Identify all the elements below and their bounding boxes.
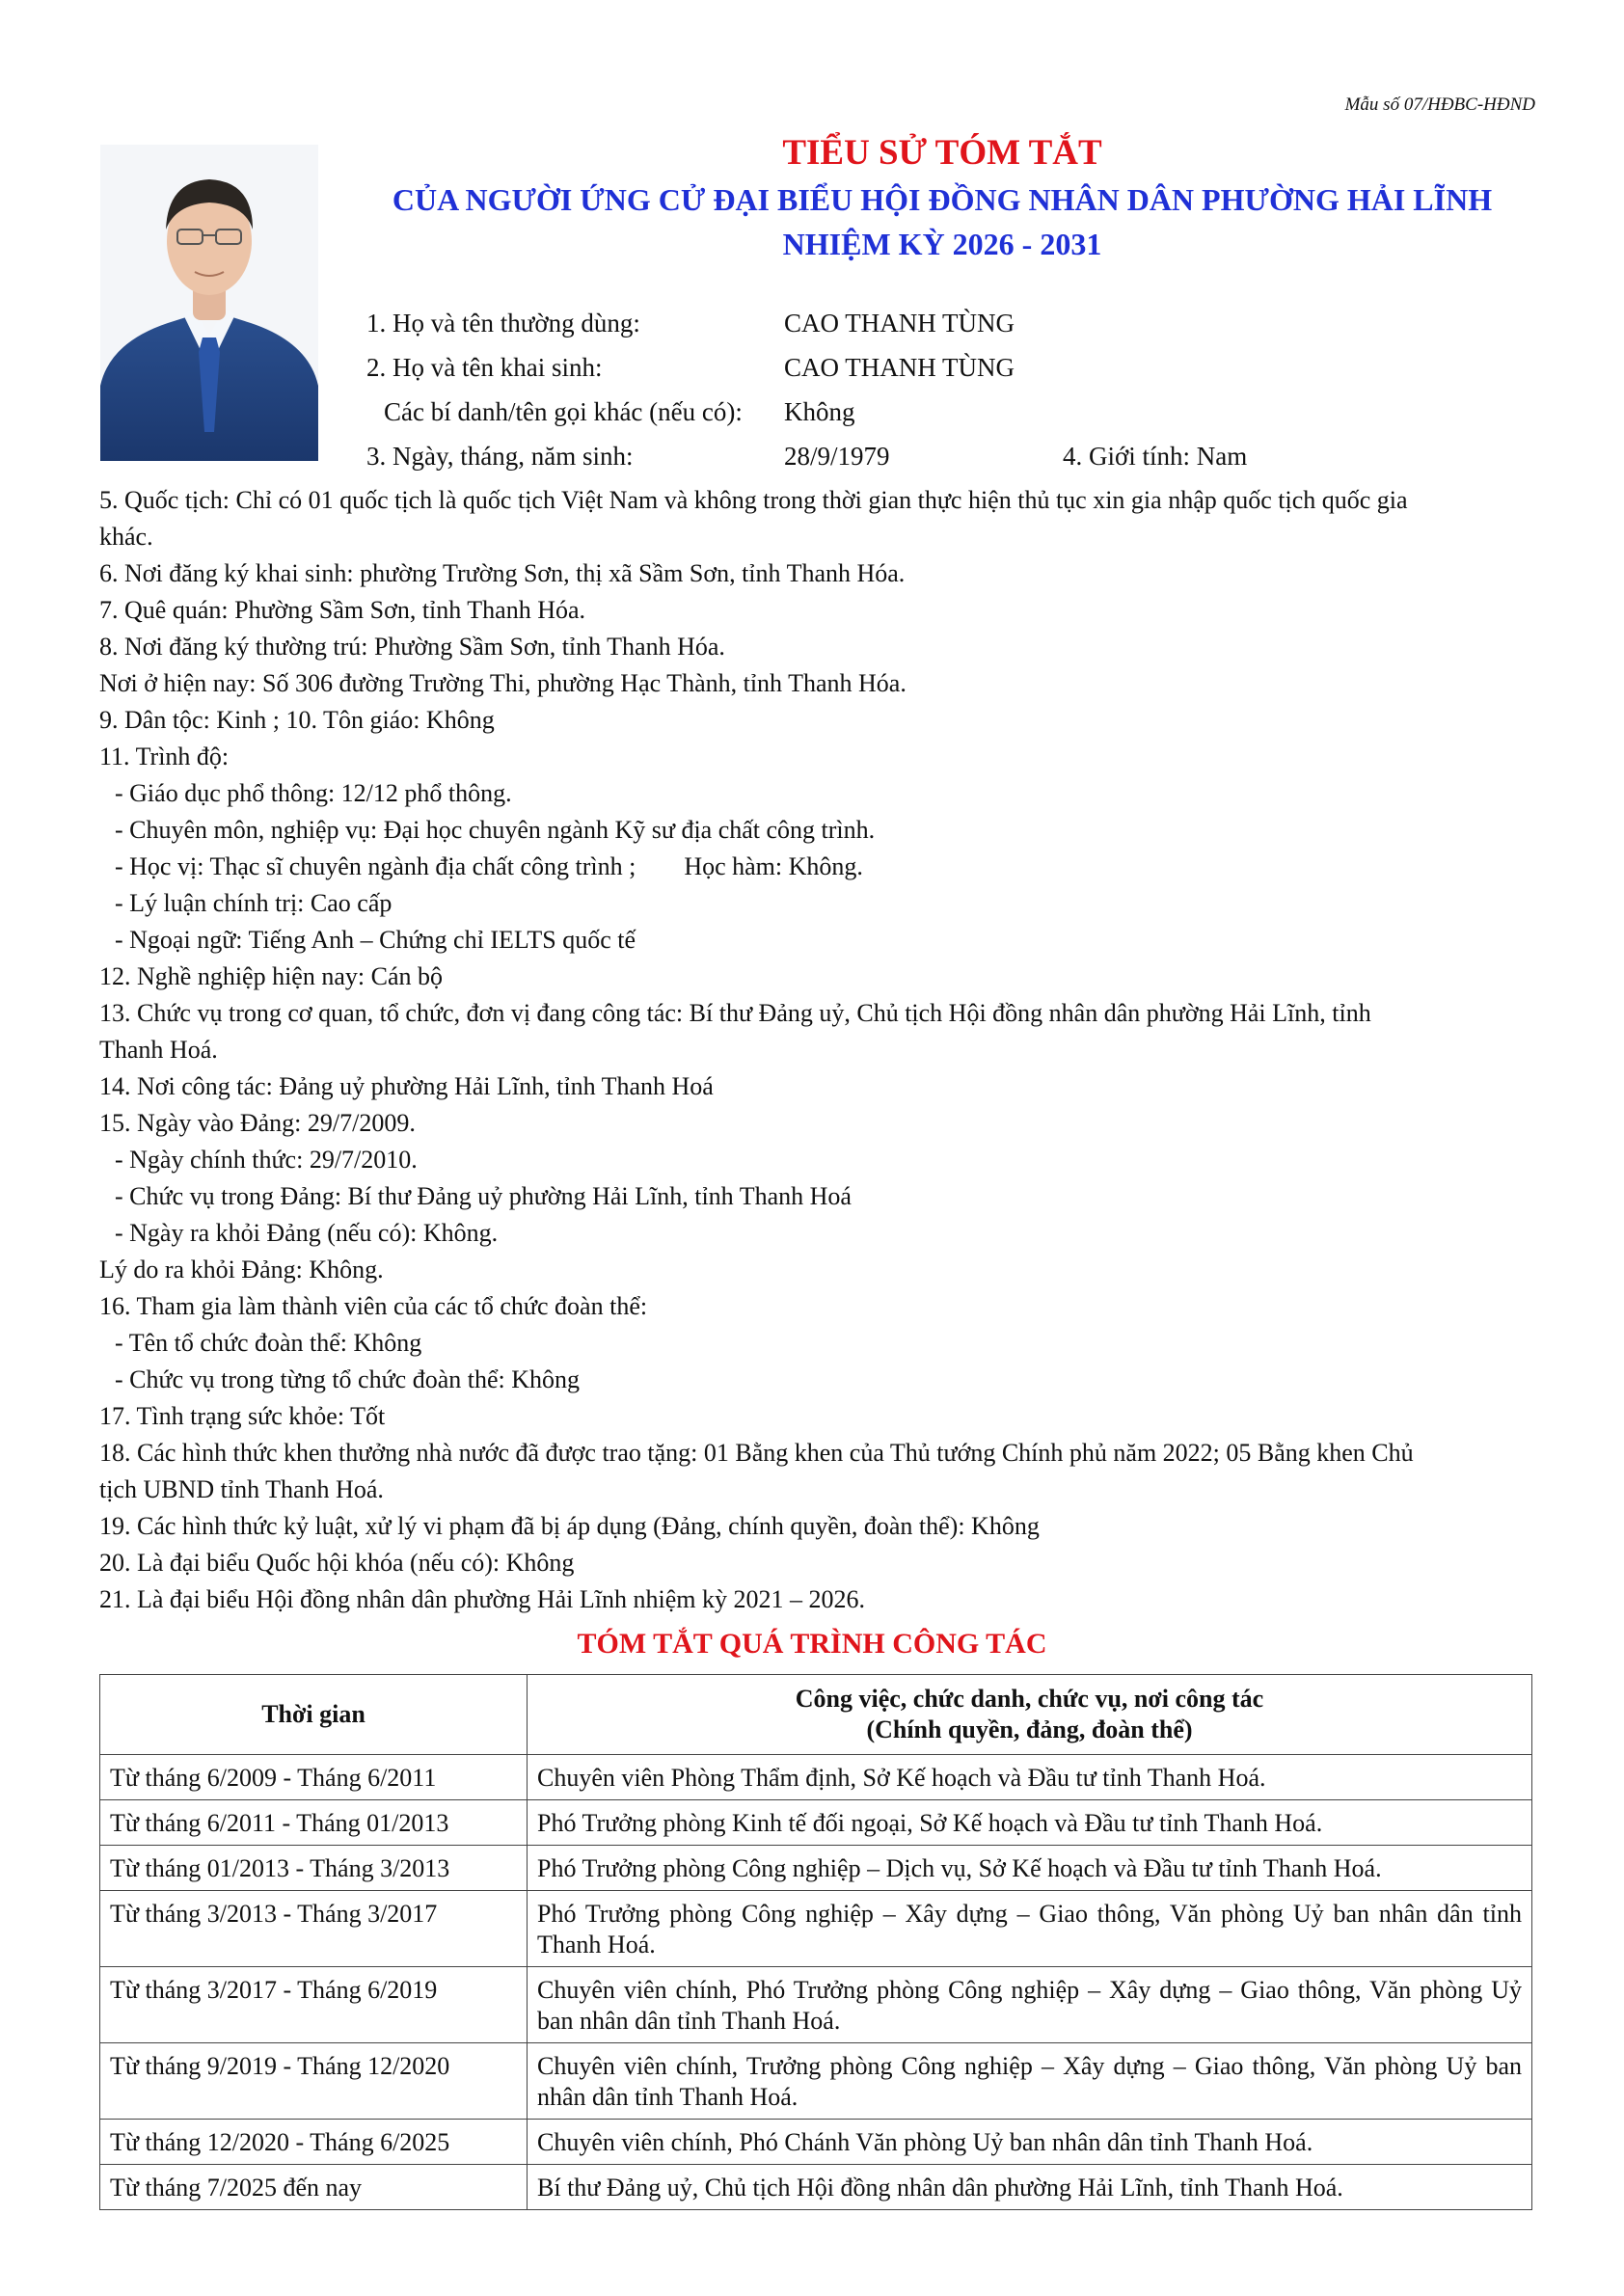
ethnicity-religion-line: 9. Dân tộc: Kinh ; 10. Tôn giáo: Không [99,706,495,734]
national-assembly-line: 20. Là đại biểu Quốc hội khóa (nếu có): Không [99,1549,575,1577]
health-line: 17. Tình trạng sức khỏe: Tốt [99,1402,386,1430]
table-header-row [100,1675,1532,1755]
row-time: Từ tháng 3/2013 - Tháng 3/2017 [100,1891,528,1967]
work-history-table [99,1674,1532,2210]
birth-name-label: 2. Họ và tên khai sinh: [366,353,603,382]
portrait-photo [100,145,318,461]
organizations-heading: 16. Tham gia làm thành viên của các tổ chức đoàn thể: [99,1292,648,1320]
table-row [100,2165,1532,2210]
row-description: Chuyên viên chính, Trưởng phòng Công nghiệp – Xây dựng – Giao thông, Văn phòng Uỷ ban nhân dân tỉnh Thanh Hoá. [528,2043,1532,2120]
hometown-line: 7. Quê quán: Phường Sầm Sơn, tỉnh Thanh Hóa. [99,596,586,624]
document-term: NHIỆM KỲ 2026 - 2031 [782,227,1102,261]
political-theory-line: - Lý luận chính trị: Cao cấp [115,889,392,917]
occupation-line: 12. Nghề nghiệp hiện nay: Cán bộ [99,962,443,990]
birth-name-value: CAO THANH TÙNG [784,353,1015,382]
nationality-line: 5. Quốc tịch: Chỉ có 01 quốc tịch là quốc tịch Việt Nam và không trong thời gian thực hiện thủ tục xin gia nhập quốc tịch quốc gia [99,486,1408,514]
common-name-value: CAO THANH TÙNG [784,309,1015,338]
table-row [100,1800,1532,1846]
party-leave-date-line: - Ngày ra khỏi Đảng (nếu có): Không. [115,1219,499,1247]
party-official-date-line: - Ngày chính thức: 29/7/2010. [115,1146,418,1174]
row-time: Từ tháng 01/2013 - Tháng 3/2013 [100,1846,528,1891]
column-header-time: Thời gian [100,1675,528,1755]
row-time: Từ tháng 7/2025 đến nay [100,2165,528,2210]
row-time: Từ tháng 3/2017 - Tháng 6/2019 [100,1967,528,2043]
form-code: Mẫu số 07/HĐBC-HĐND [1344,95,1535,115]
column-header-job [528,1675,1532,1755]
party-join-date-line: 15. Ngày vào Đảng: 29/7/2009. [99,1109,416,1137]
aliases-label: Các bí danh/tên gọi khác (nếu có): [384,397,743,426]
row-time: Từ tháng 6/2009 - Tháng 6/2011 [100,1755,528,1800]
foreign-language-line: - Ngoại ngữ: Tiếng Anh – Chứng chỉ IELTS quốc tế [115,926,636,954]
gender-value: 4. Giới tính: Nam [1063,442,1248,471]
birth-registration-line: 6. Nơi đăng ký khai sinh: phường Trường Sơn, thị xã Sầm Sơn, tỉnh Thanh Hóa. [99,559,906,587]
work-history-title: TÓM TẮT QUÁ TRÌNH CÔNG TÁC [577,1628,1047,1660]
document-title-block [318,129,1566,266]
degree-line [99,849,1536,885]
table-row [100,2120,1532,2165]
table-row [100,1846,1532,1891]
current-residence-line: Nơi ở hiện nay: Số 306 đường Trường Thi, phường Hạc Thành, tỉnh Thanh Hóa. [99,669,907,697]
column-header-job-line1: Công việc, chức danh, chức vụ, nơi công tác [795,1685,1264,1713]
party-position-line: - Chức vụ trong Đảng: Bí thư Đảng uỷ phường Hải Lĩnh, tỉnh Thanh Hoá [115,1182,852,1210]
dob-value: 28/9/1979 [784,442,890,471]
permanent-residence-line: 8. Nơi đăng ký thường trú: Phường Sầm Sơn, tỉnh Thanh Hóa. [99,633,725,661]
council-delegate-line: 21. Là đại biểu Hội đồng nhân dân phường Hải Lĩnh nhiệm kỳ 2021 – 2026. [99,1585,866,1613]
column-header-job-line2: (Chính quyền, đảng, đoàn thể) [866,1715,1193,1743]
dob-label: 3. Ngày, tháng, năm sinh: [366,442,634,471]
row-description: Phó Trưởng phòng Công nghiệp – Xây dựng – Giao thông, Văn phòng Uỷ ban nhân dân tỉnh Thanh Hoá. [528,1891,1532,1967]
biography-body [99,482,1536,1618]
organization-position-line: - Chức vụ trong từng tổ chức đoàn thể: Không [115,1365,581,1393]
degree-text: - Học vị: Thạc sĩ chuyên ngành địa chất công trình ; [115,852,636,880]
table-row [100,1755,1532,1800]
row-description: Chuyên viên chính, Phó Trưởng phòng Công nghiệp – Xây dựng – Giao thông, Văn phòng Uỷ ban nhân dân tỉnh Thanh Hoá. [528,1967,1532,2043]
discipline-line: 19. Các hình thức kỷ luật, xử lý vi phạm đã bị áp dụng (Đảng, chính quyền, đoàn thể): Không [99,1512,1040,1540]
academic-title-text: Học hàm: Không. [684,852,863,880]
row-description: Chuyên viên Phòng Thẩm định, Sở Kế hoạch và Đầu tư tỉnh Thanh Hoá. [528,1755,1532,1800]
row-time: Từ tháng 6/2011 - Tháng 01/2013 [100,1800,528,1846]
table-row [100,2043,1532,2120]
specialization-line: - Chuyên môn, nghiệp vụ: Đại học chuyên ngành Kỹ sư địa chất công trình. [115,816,876,844]
workplace-line: 14. Nơi công tác: Đảng uỷ phường Hải Lĩnh, tỉnh Thanh Hoá [99,1072,714,1100]
awards-line: 18. Các hình thức khen thưởng nhà nước đã được trao tặng: 01 Bằng khen của Thủ tướng Chính phủ năm 2022; 05 Bằng khen Chủ [99,1439,1414,1467]
row-time: Từ tháng 9/2019 - Tháng 12/2020 [100,2043,528,2120]
position-line-cont: Thanh Hoá. [99,1036,218,1064]
table-row [100,1967,1532,2043]
aliases-value: Không [784,397,855,426]
row-description: Phó Trưởng phòng Kinh tế đối ngoại, Sở Kế hoạch và Đầu tư tỉnh Thanh Hoá. [528,1800,1532,1846]
awards-line-cont: tịch UBND tỉnh Thanh Hoá. [99,1475,384,1503]
position-line: 13. Chức vụ trong cơ quan, tổ chức, đơn vị đang công tác: Bí thư Đảng uỷ, Chủ tịch Hội đồng nhân dân phường Hải Lĩnh, tỉnh [99,999,1371,1027]
party-leave-reason-line: Lý do ra khỏi Đảng: Không. [99,1256,384,1283]
row-description: Chuyên viên chính, Phó Chánh Văn phòng Uỷ ban nhân dân tỉnh Thanh Hoá. [528,2120,1532,2165]
education-heading: 11. Trình độ: [99,743,230,770]
common-name-label: 1. Họ và tên thường dùng: [366,309,640,338]
document-title: TIỂU SỬ TÓM TẮT [782,133,1102,173]
nationality-line-cont: khác. [99,523,153,551]
general-education-line: - Giáo dục phổ thông: 12/12 phổ thông. [115,779,512,807]
row-description: Phó Trưởng phòng Công nghiệp – Dịch vụ, Sở Kế hoạch và Đầu tư tỉnh Thanh Hoá. [528,1846,1532,1891]
organization-name-line: - Tên tổ chức đoàn thể: Không [115,1329,422,1357]
table-row [100,1891,1532,1967]
document-subtitle: CỦA NGƯỜI ỨNG CỬ ĐẠI BIỂU HỘI ĐỒNG NHÂN DÂN PHƯỜNG HẢI LĨNH [392,182,1493,217]
row-description: Bí thư Đảng uỷ, Chủ tịch Hội đồng nhân dân phường Hải Lĩnh, tỉnh Thanh Hoá. [528,2165,1532,2210]
row-time: Từ tháng 12/2020 - Tháng 6/2025 [100,2120,528,2165]
